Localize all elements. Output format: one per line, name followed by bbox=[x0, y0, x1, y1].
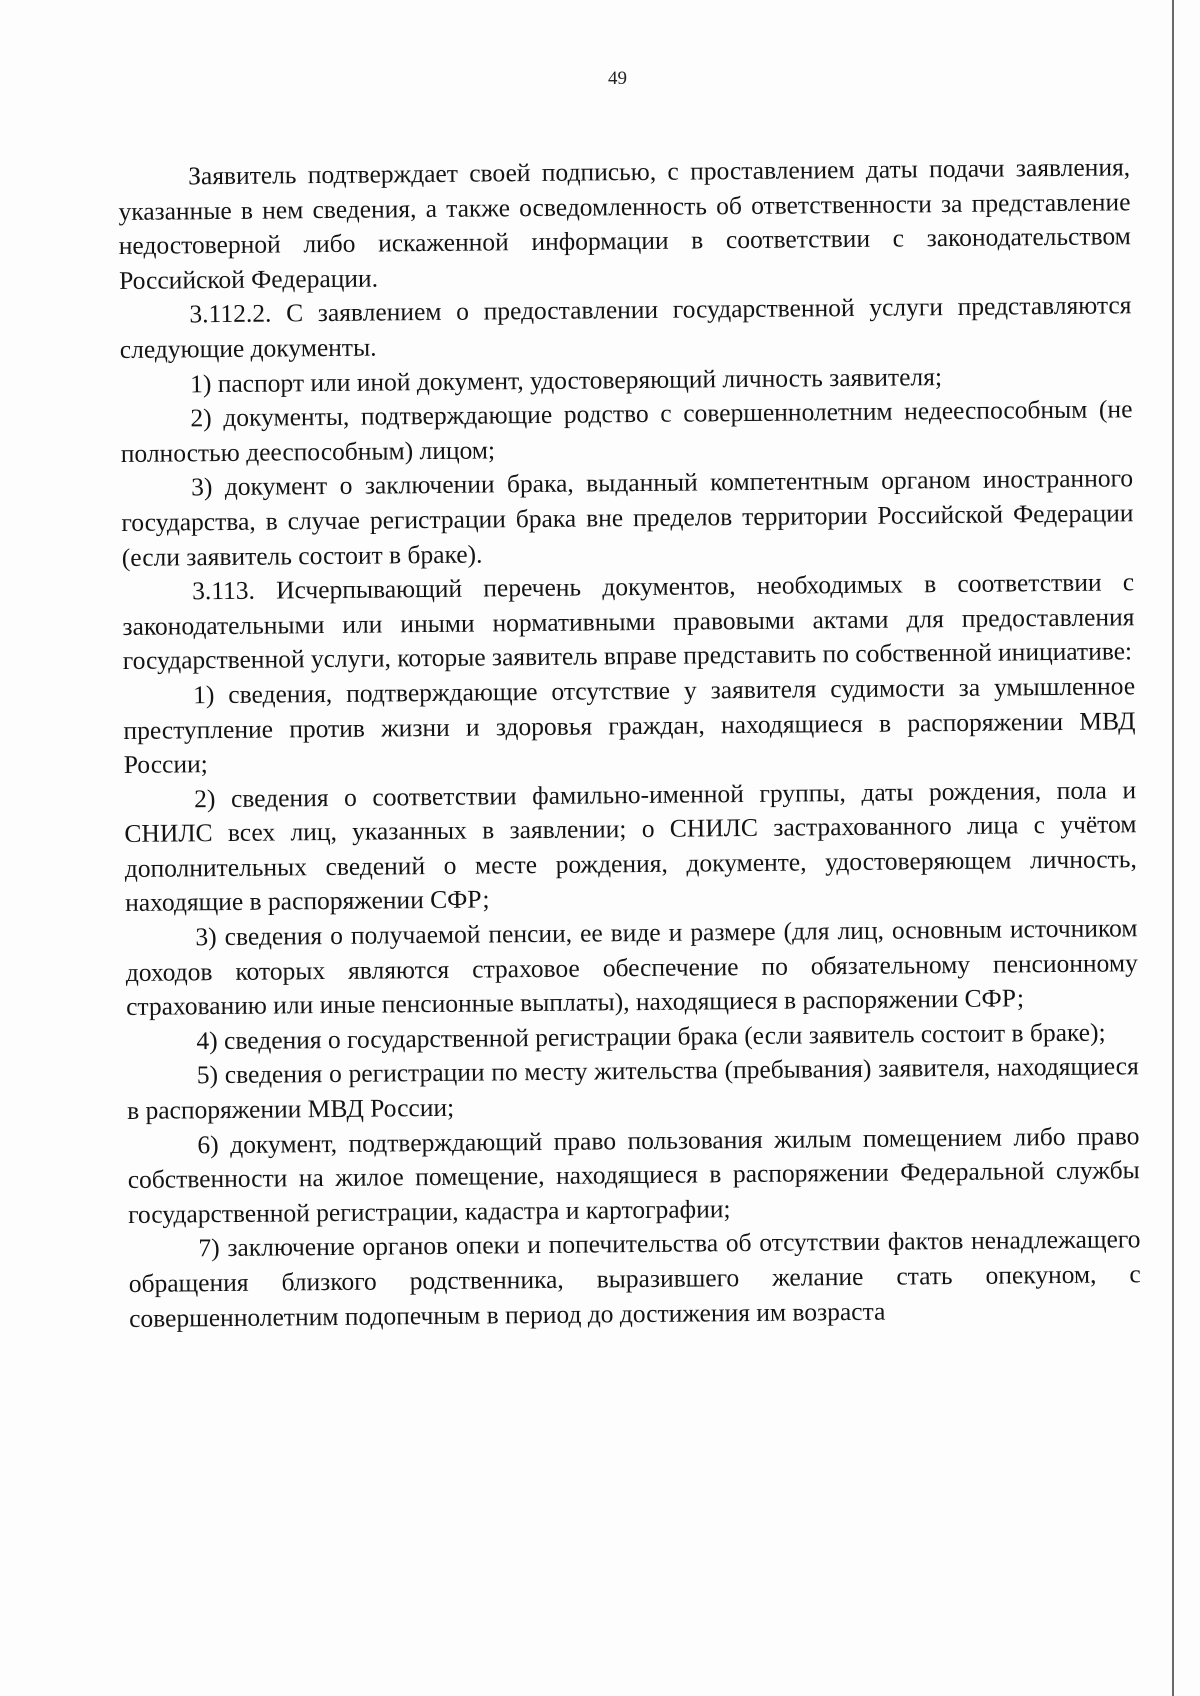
paragraph-3-112-2: 3.112.2. С заявлением о предоставлении государственной услуги представляются следующие документы. bbox=[119, 290, 1132, 364]
list-item-marriage-document: 3) документ о заключении брака, выданный компетентным органом иностранного государства, в случае регистрации брака вне пределов территории Российской Федерации (если заявитель состоит в браке). bbox=[121, 463, 1134, 572]
list-item-criminal-record: 1) сведения, подтверждающие отсутствие у заявителя судимости за умышленное преступление против жизни и здоровья граждан, находящиеся в распоряжении МВД России; bbox=[123, 671, 1136, 780]
list-item-kinship-documents: 2) документы, подтверждающие родство с совершеннолетним недееспособным (не полностью дееспособным) лицом; bbox=[120, 394, 1133, 468]
list-item-residence-registration: 5) сведения о регистрации по месту жительства (пребывания) заявителя, находящиеся в распоряжении МВД России; bbox=[126, 1051, 1139, 1125]
document-body bbox=[118, 150, 1141, 1336]
paragraph-applicant-confirmation: Заявитель подтверждает своей подписью, с проставлением даты подачи заявления, указанные в нем сведения, а также осведомленность об ответственности за представление недостоверной либо искаженной информации в соответствии с законодательством Российской Федерации. bbox=[118, 152, 1131, 295]
list-item-marriage-registration: 4) сведения о государственной регистрации брака (если заявитель состоит в браке); bbox=[196, 1017, 1106, 1056]
list-item-guardianship-conclusion: 7) заключение органов опеки и попечительства об отсутствии фактов ненадлежащего обращения близкого родственника, выразившего желание стать опекуном, с совершеннолетним подопечным в период до достижения им возраста bbox=[128, 1224, 1141, 1333]
page-edge-line bbox=[1172, 0, 1174, 1696]
paragraph-3-113: 3.113. Исчерпывающий перечень документов, необходимых в соответствии с законодательными или иными нормативными правовыми актами для предоставления государственной услуги, которые заявитель вправе представить по собственной инициативе: bbox=[122, 567, 1135, 676]
page-number: 49 bbox=[608, 68, 627, 89]
list-item-housing-rights: 6) документ, подтверждающий право пользования жилым помещением либо право собственности на жилое помещение, находящиеся в распоряжении Федеральной службы государственной регистрации, кадастра и картографии; bbox=[127, 1120, 1140, 1229]
list-item-pension-data: 3) сведения о получаемой пенсии, ее виде и размере (для лиц, основным источником доходов которых являются страховое обеспечение по обязательному пенсионному страхованию или иные пенсионные выплаты), находящиеся в распоряжении СФР; bbox=[125, 913, 1138, 1022]
list-item-passport: 1) паспорт или иной документ, удостоверяющий личность заявителя; bbox=[190, 361, 943, 398]
list-item-snils-data: 2) сведения о соответствии фамильно-именной группы, даты рождения, пола и СНИЛС всех лиц, указанных в заявлении; о СНИЛС застрахованного лица с учётом дополнительных сведений о месте рождения, документе, удостоверяющем личность, находящие в распоряжении СФР; bbox=[124, 774, 1137, 918]
